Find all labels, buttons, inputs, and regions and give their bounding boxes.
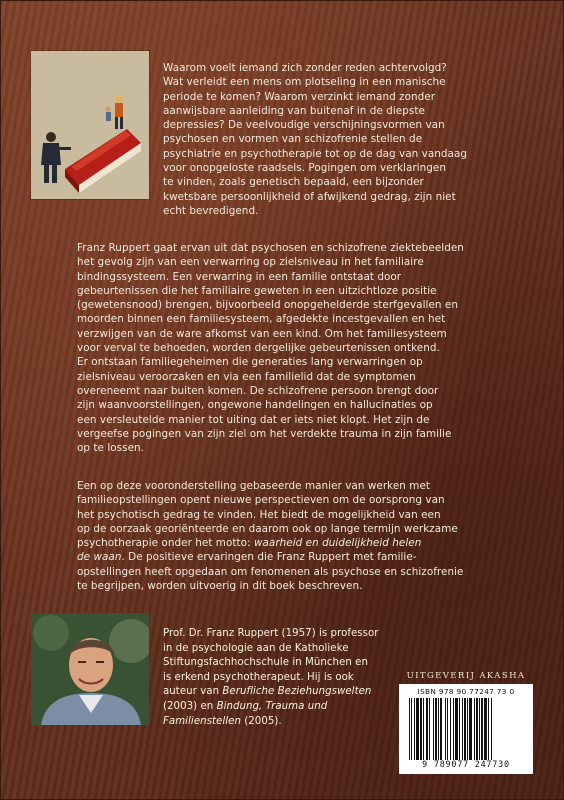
intro-paragraph: Waarom voelt iemand zich zonder reden achtervolgd? Wat verleidt een mens om plotseling in een manische periode te komen? Waarom verzinkt iemand zonder aanwijsbare aanleiding van buitenaf in de diepste depressies? De veelvoudige verschijningsvormen van psychosen en vormen van schizofrenie stellen de psychiatrie en psychotherapie tot op de dag van vandaag voor onopgeloste raadsels. Pogingen om verklaringen te vinden, zoals genetisch bepaald, een bijzonder kwetsbare persoonlijkheid of afwijkend gedrag, zijn niet echt bevredigend. <box>163 62 468 217</box>
barcode-icon <box>409 698 523 760</box>
ean-number: 9 789077 247730 <box>422 759 510 769</box>
bio-book-1: Berufliche Beziehungswelten <box>222 686 372 698</box>
barcode-bar <box>411 698 412 760</box>
author-bio <box>163 627 395 729</box>
body-paragraph: Franz Ruppert gaat ervan uit dat psychosen en schizofrene ziektebeelden het gevolg zijn van een verwarring op zielsniveau in het familiaire bindingssysteem. Een verwarring in een familie ontstaat door gebeurtenissen die het familiaire geweten in een uitzichtloze positie (gewetensnood) brengen, bijvoorbeeld onopgehelderde sterfgevallen en moorden binnen een familiesysteem, afgedekte incestgevallen en het verzwijgen van de ware afkomst van een kind. Om het familiesysteem voor verval te behoeden, worden dergelijke gebeurtenissen ontkend. Er ontstaan familiegeheimen die generaties lang verwarringen op zielsniveau veroorzaken en via een familielid dat de symptomen overeneemt naar buiten komen. De schizofrene persoon brengt door zijn waanvoorstellingen, ongewone handelingen en hallucinaties op een versleutelde manier tot uiting dat er iets niet klopt. Het zijn de vergeefse pogingen van zijn ziel om het verdekte trauma in zijn familie op te lossen. <box>77 242 464 455</box>
barcode-bar <box>409 698 410 760</box>
barcode-bar <box>464 698 466 760</box>
barcode-bar <box>440 698 442 760</box>
barcode-bar <box>420 698 422 760</box>
method-paragraph <box>77 479 543 593</box>
method-text-a: Een op deze vooronderstelling gebaseerde manier van werken met familieopstellingen opent nieuwe perspectieven om de oorsprong van het psychotisch gedrag te vinden. Het biedt de mogelijkheid van een op de oorzaak georiënteerde en daarom ook op lange termijn werkzame psychotherapie onder het motto: <box>77 480 458 550</box>
barcode-bar <box>476 698 478 760</box>
barcode-bar <box>438 698 439 760</box>
barcode-bar <box>426 698 428 760</box>
barcode-bar <box>453 698 454 760</box>
bio-text-b: (2003) en <box>163 700 214 712</box>
barcode-bar <box>435 698 437 760</box>
barcode-bar <box>488 698 489 760</box>
barcode-bar <box>433 698 434 760</box>
bio-text-c: (2005). <box>240 715 282 727</box>
barcode-bar <box>447 698 448 760</box>
barcode-bar <box>414 698 415 760</box>
barcode-block <box>399 684 533 774</box>
method-text-b: . De positieve ervaringen die Franz Ruppert met familie- opstellingen heeft opgedaan om fenomenen als psychose en schizofrenie te begrijpen, worden uitvoerig in dit boek beschreven. <box>77 551 464 593</box>
barcode-bar <box>459 698 460 760</box>
book-figures-illustration <box>31 51 149 199</box>
barcode-bar <box>474 698 475 760</box>
barcode-bar <box>445 698 446 760</box>
barcode-bar <box>491 698 492 760</box>
author-portrait-image <box>31 613 149 725</box>
author-photo <box>31 613 149 725</box>
barcode-bar <box>455 698 458 760</box>
barcode-bar <box>479 698 480 760</box>
barcode-bar <box>462 698 463 760</box>
bio-text-a: Prof. Dr. Franz Ruppert (1957) is professor in de psychologie aan de Katholieke Stiftungsfachhochschule in München en is erkend psychotherapeut. Hij is ook auteur van <box>163 628 379 698</box>
barcode-bar <box>469 698 472 760</box>
barcode-bar <box>484 698 487 760</box>
cover-illustration <box>31 51 149 199</box>
barcode-bar <box>429 698 430 760</box>
barcode-bar <box>481 698 483 760</box>
barcode-bar <box>450 698 451 760</box>
barcode-bar <box>423 698 424 760</box>
isbn-label: ISBN 978 90 77247 73 0 <box>417 687 515 696</box>
barcode-bar <box>416 698 419 760</box>
barcode-bar <box>467 698 468 760</box>
bio-book-2: Bindung, Trauma und Familienstellen <box>163 700 328 727</box>
method-motto: waarheid en duidelijkheid helen de waan <box>77 537 422 564</box>
publisher-name: UITGEVERIJ AKASHA <box>406 671 526 681</box>
